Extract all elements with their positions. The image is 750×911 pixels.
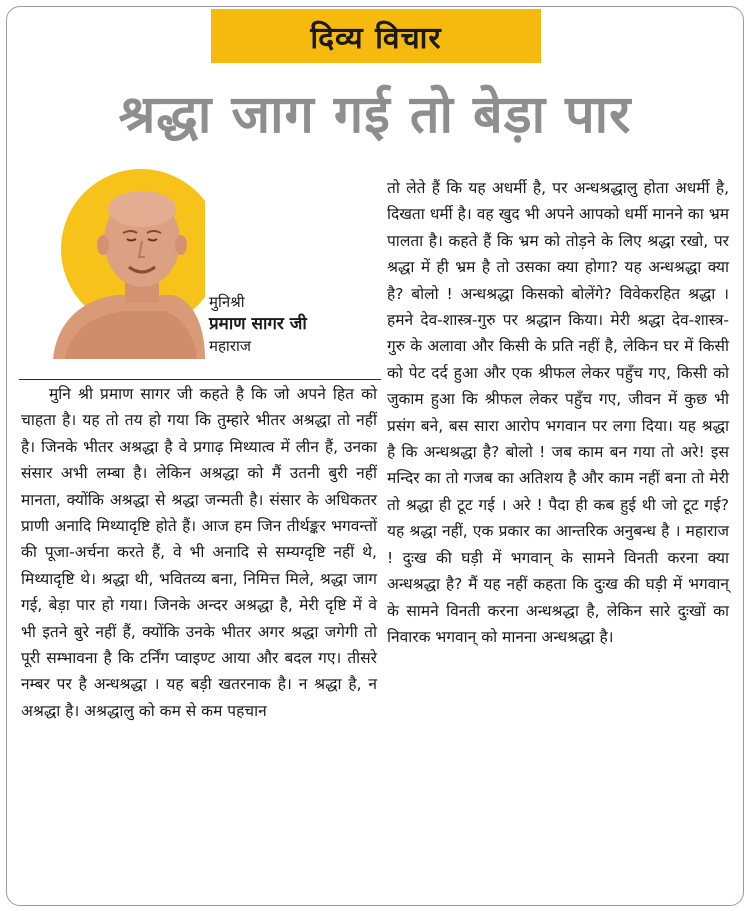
article-column-left: मुनि श्री प्रमाण सागर जी कहते है कि जो अपने हित को चाहता है। यह तो तय हो गया कि तुम्हारे भीतर अश्रद्धा तो नहीं है। जिनके भीतर अश्रद्धा है वे प्रगाढ़ मिथ्यात्व में लीन हैं, उनका संसार अभी लम्बा है। लेकिन अश्रद्धा को मैं उतनी बुरी नहीं मानता, क्योंकि अश्रद्धा से श्रद्धा जन्मती है। संसार के अधिकतर प्राणी अनादि मिथ्यादृष्टि होते हैं। आज हम जिन तीर्थङ्कर भगवन्तों की पूजा-अर्चना करते हैं, वे भी अनादि से सम्यग्दृष्टि नहीं थे, मिथ्यादृष्टि थे। श्रद्धा थी, भवितव्य बना, निमित्त मिले, श्रद्धा जाग गई, बेड़ा पार हो गया। जिनके अन्दर अश्रद्धा है, मेरी दृष्टि में वे भी इतने बुरे नहीं हैं, क्योंकि उनके भीतर अगर श्रद्धा जगेगी तो पूरी सम्भावना है कि टर्निंग प्वाइण्ट आया और बदल गए। तीसरे नम्बर पर है अन्धश्रद्धा । यह बड़ी खतरनाक है। न श्रद्धा है, न अश्रद्धा है। अश्रद्धालु को कम से कम पहचान (21, 385, 377, 720)
author-photo (45, 169, 205, 359)
article-column-right: तो लेते हैं कि यह अधर्मी है, पर अन्धश्रद्धालु होता अधर्मी है, दिखता धर्मी है। वह खुद भी अपने आपको धर्मी मानने का भ्रम पालता है। कहते हैं कि भ्रम को तोड़ने के लिए श्रद्धा रखो, पर श्रद्धा में ही भ्रम है तो उसका क्या होगा? यह अन्धश्रद्धा क्या है? बोलो ! अन्धश्रद्धा किसको बोलेंगे? विवेकरहित श्रद्धा । हमने देव-शास्त्र-गुरु पर श्रद्धान किया। मेरी श्रद्धा देव-शास्त्र-गुरु के अलावा और किसी के प्रति नहीं है, लेकिन घर में किसी को पेट दर्द हुआ और एक श्रीफल लेकर पहुँच गए, किसी को जुकाम हुआ कि श्रीफल लेकर पहुँच गए, जीवन में कुछ भी प्रसंग बने, बस सारा आरोप भगवान पर लगा दिया। यह श्रद्धा है कि अन्धश्रद्धा है? बोलो ! जब काम बन गया तो अरे! इस मन्दिर का तो गजब का अतिशय है और काम नहीं बना तो मेरी तो श्रद्धा ही टूट गई । अरे ! पैदा ही कब हुई थी जो टूट गई? यह श्रद्धा नहीं, एक प्रकार का आन्तरिक अनुबन्ध है । महाराज ! दुःख की घड़ी में भगवान् के सामने विनती करना क्या अन्धश्रद्धा है? मैं यह नहीं कहता कि दुःख की घड़ी में भगवान् के सामने विनती करना अन्धश्रद्धा है, लेकिन सारे दुःखों का निवारक भगवान् को मानना अन्धश्रद्धा है। (387, 179, 729, 646)
article-headline: श्रद्धा जाग गई तो बेड़ा पार (118, 85, 632, 145)
monk-portrait-image (45, 169, 205, 359)
column-header-banner (211, 9, 541, 63)
author-byline (209, 291, 389, 357)
section-divider (19, 379, 381, 380)
byline-prefix: मुनिश्री (209, 293, 245, 311)
column-header-title: दिव्य विचार (310, 20, 442, 56)
byline-author-name: प्रमाण सागर जी (209, 314, 307, 334)
newspaper-page (6, 6, 744, 906)
byline-suffix: महाराज (209, 337, 251, 355)
